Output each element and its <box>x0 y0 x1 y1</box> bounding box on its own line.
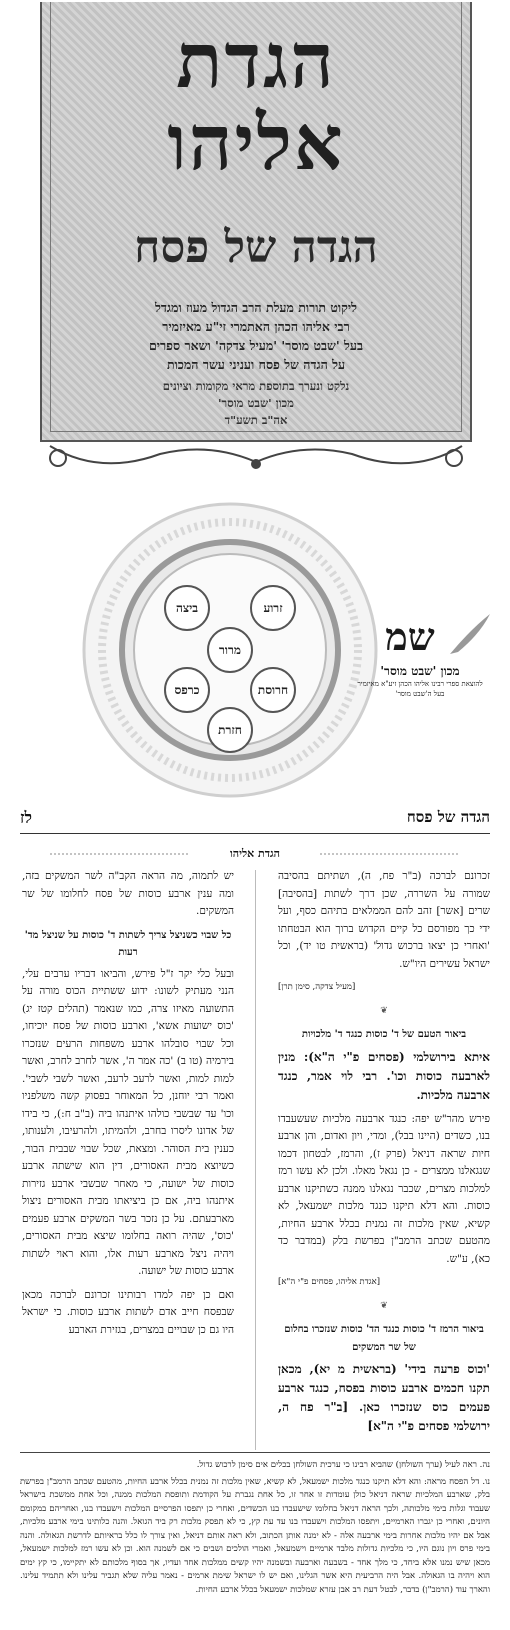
cover-line: על הגדה של פסח ועניני עשר המכות <box>166 357 346 372</box>
logo-name: מכון 'שבט מוסר' <box>380 664 460 678</box>
cover-title <box>42 16 470 187</box>
paragraph-emphasis: 'וכוס פרעה בידי' (בראשית מ יא), מכאן תקנו חכמים ארבע כוסות בפסח, כנגד ארבע פעמים כוס שנזכרו כאן. [ב"ר פח ה, ירושלמי פסחים פ"י ה"א] <box>278 1362 490 1433</box>
plate-item-maror: מרור <box>219 643 241 657</box>
paragraph: ואם כן יפה למדו רבותינו זכרונם לברכה מכאן שבפסח חייב אדם לשתות ארבע כוסות. כי ישראל היו גם כן שבויים במצרים, בגזירת הארבע <box>22 1288 234 1336</box>
section-title: הגדת אליהו <box>229 847 281 860</box>
logo-tagline-2: בעל ה'שבט מוסר' <box>395 690 445 698</box>
text-column-right <box>278 868 490 1442</box>
cover-subtitle: הגדה של פסח <box>134 222 378 273</box>
book-page <box>0 800 510 1630</box>
running-header <box>20 808 490 834</box>
footnote: נו. דל הפסח מראה: והא דלא תיקנו כנגד מלכות ישמעאל, לא קשיא, שאין מלכות זה נמנית בכלל ארבע החיות, מהטעם שכתב הרמב"ן בפרשת בלק, שארבע המלכיות שראה דניאל כולן עומדות זו אחר זו, כל אחת נגברת על הקודמת ותופסת המלכות ממנה, וכל אחת ממשכת בישראל שעבוד וגלות בימי מלכותה, ולכך הראה דניאל בחלומו שישעבדו בנו הכשדים, ואחרי כן יתפסו הפרסיים המלכות וישעבדו בנו, ואחריהם במקומם היונים, ואחרי כן יגברו הארמיים, ויתפסו המלכות וישעבדו בנו עד עת קץ, כי לא תפסק מלכות רק ביד הגואל. והנה כלותינו בימי ארבע מלכיות, אבל אם יהיו מלכות אחרות בימי ארבעה אלה - לא ימנה אותן הכתוב, ולא ראה אותם דניאל, ואין צורך לו כלל בראיותם לדרשת הגאולה. והנה בימי פרס ויון נוגם היו, כי מלכיות גדולות מלבד ארמיים וישמעאל, ואמרי הולכים ושבים כי אם לשמנה הוא. וכן לא עשו רמז למלכות ישמעאל, מכאן שיש נמנו אלא ביחד, כי מלך אחד - בשבעה וארבעה ובשמנה יהיו קשים ממלכות אחד ועדיו, אך בסוף מלכותם לא יתקיימו, כי קץ ימים הוא ויהיה בו הגאולה. אבל היה הרביעית היא אשר הגלינו, ואם יש לו ישראל שימת ארמים - נאמר עליה שלא תגביר עלינו ולא תתמיד עלינו. והארך עוד (הרמב"ן) בדבר, לבטל דעת רב אבן עזרא שמלכות ישמעאל בכלל ארבע החיות. <box>20 1476 491 1595</box>
cover-line: רבי אליהו הכהן האתמרי זי"ע מאיזמיר <box>162 319 350 334</box>
ornament-icon: ❦ <box>380 1300 388 1311</box>
paragraph: ובעל כלי יקר ז"ל פירש, והביאו דבריו ערבים עלי, הנני מעתיק לשונו: ידוע ששתיית הכוס מורה על התשועה מאיזו צרה, כמו שנאמר (תהלים קטז יג) 'כוס ישועות אשא', וארבע כוסות של פסח יוכיחו, וכל שבוי סובלהו ארבע משפחות הרעים שנזכרו בירמיה (טו ב) 'כה אמר ה', אשר לחרב לחרב, ואשר למות למות, ואשר לרעב לרעב, ואשר לשבי לשבי'. ואמר רבי יוחנן, כל המאוחר בפסוק קשה משלפניו וכו' עד שבשבי כולהו איתנהו ביה (ב"ב ח:), כי בידו של אדונו ליסרו בחרב, ולהמיתו, ולהרעיבו, ולענותו, כענין בית הסוהר. ומצאת, שכל שבוי שבבית הבור, כשיוצא מבית האסורים, דין הוא שישתה ארבע כוסות של ישועה, כי מאחר שבשבי ארבע גזירות איתנהו ביה, אם כן ביציאתו מבית האסורים ניצול מארבעתם. על כן נזכר בשר המשקים ארבע פעמים 'כוס', שהיה רואה בחלומו שיצא מבית האסורים, ויהיה ניצל מארבע רעות אלו, והוא ראוי לשתות ארבע כוסות של ישועה. <box>22 967 234 1277</box>
paragraph: פירש מהר"ש יפה: כנגד ארבעה מלכיות שעשעבדו בנו, כשדים (היינו בבל), ומדי, ויון ואדום, והן ארבע חיות שראה דניאל (פרק ז), והרמז, לבטחון דכמו שנגאלנו ממצרים - כן נגאל מאלו. ולכן לא עשו רמז למלכות מצרים, שכבר נגאלנו ממנה כשתיקנו ארבע כוסות. והא דלא תיקנו כנגד מלכות ישמעאל, לא קשיא, שאין מלכות זה נמנית בכלל ארבע החיות, מהטעם שכתב הרמב"ן בפרשת בלק (במדבר כד כא), ע"ש. <box>278 1112 490 1265</box>
plate-item-karpas: כרפס <box>174 683 200 697</box>
cover-line: ליקוט תורות מעלת הרב הגדול מעוז ומגדל <box>155 300 357 315</box>
footnotes <box>20 1452 490 1600</box>
section-heading: ביאור הרמז ד' כוסות כנגד הד' כוסות שנזכרו בחלום של שר המשקים <box>284 1324 484 1353</box>
cover-section <box>0 0 510 800</box>
cover-frame <box>40 2 472 442</box>
paragraph-emphasis: איתא בירושלמי (פסחים פ"י ה"א): מנין לארבעה כוסות וכו'. רבי לוי אמר, כנגד ארבעה מלכיות. <box>278 1049 490 1102</box>
paragraph: זכרונם לברכה (ב"ר פח, ה), ושתיתם בהסיבה שמורה על השררה, שכן דרך לשתות [בהסיבה] שרים [אשר] זהב להם הממלאים בתיהם כסף, ועל ידי כך מפורסם כל קיים הקדוש ברוך הוא הבטחתו 'ואחרי כן יצאו ברכוש גדול' (בראשית טו יד), וכל ישראל עשירים היו"ש. <box>278 870 490 970</box>
ornament-icon: ❦ <box>380 1005 388 1016</box>
plate-item-chazeret: חזרת <box>218 723 242 737</box>
cover-title-line-2: אליהו <box>167 98 345 187</box>
cover-credit-line: נלקט ונערך בתוספת מראי מקומות וציונים <box>162 379 350 393</box>
logo-mark: שמ <box>385 614 435 659</box>
section-heading: ביאור הטעם של ד' כוסות כנגד ד' מלכויות <box>301 1029 467 1040</box>
cover-line: בעל 'שבט מוסר' 'מעיל צדקה' ושאר ספרים <box>148 338 364 353</box>
text-column-left <box>22 868 234 1345</box>
source-citation: [אגדת אליהו, פסחים פ"י ה"א] <box>278 1277 381 1287</box>
quill-icon <box>340 610 500 660</box>
running-title: הגדה של פסח <box>406 808 490 826</box>
plate-item-zroa: זרוע <box>263 601 283 615</box>
column-divider <box>255 870 256 1450</box>
cover-credits <box>132 378 380 429</box>
cover-description <box>102 298 410 374</box>
seder-plate-illustration <box>80 500 380 800</box>
cover-title-line-1: הגדת <box>176 16 336 105</box>
section-heading: כל שבוי כשניצל צריך לשתות ד' כוסות על שניצל מד' רעות <box>24 929 232 958</box>
source-citation: [מעיל צדקה, סימן תרן] <box>278 982 356 992</box>
plate-item-beitza: ביצה <box>175 601 199 615</box>
footnote: נה. ראה לעיל (ערך השולחן) שהביא רבינו כי ערכית השולחן בכלים אים סימן לרכוש גדול. <box>196 1460 490 1470</box>
plate-item-charoset: חרוסת <box>257 683 289 697</box>
paragraph: יש לתמוה, מה הראה הקב"ה לשר המשקים בזה, ומה ענין ארבע כוסות של פסח לחלומו של שר המשקים. <box>22 870 234 917</box>
page-number: לז <box>20 808 32 827</box>
cover-credit-line: אה"ב תשע"ד <box>224 413 288 427</box>
cover-credit-line: מכון 'שבט מוסר' <box>218 396 294 410</box>
cover-ornament <box>40 440 472 480</box>
logo-tagline-1: להוצאת ספרי רבינו אליהו הכהן זיע"א מאיזמיר <box>357 680 483 688</box>
publisher-logo <box>340 610 500 700</box>
